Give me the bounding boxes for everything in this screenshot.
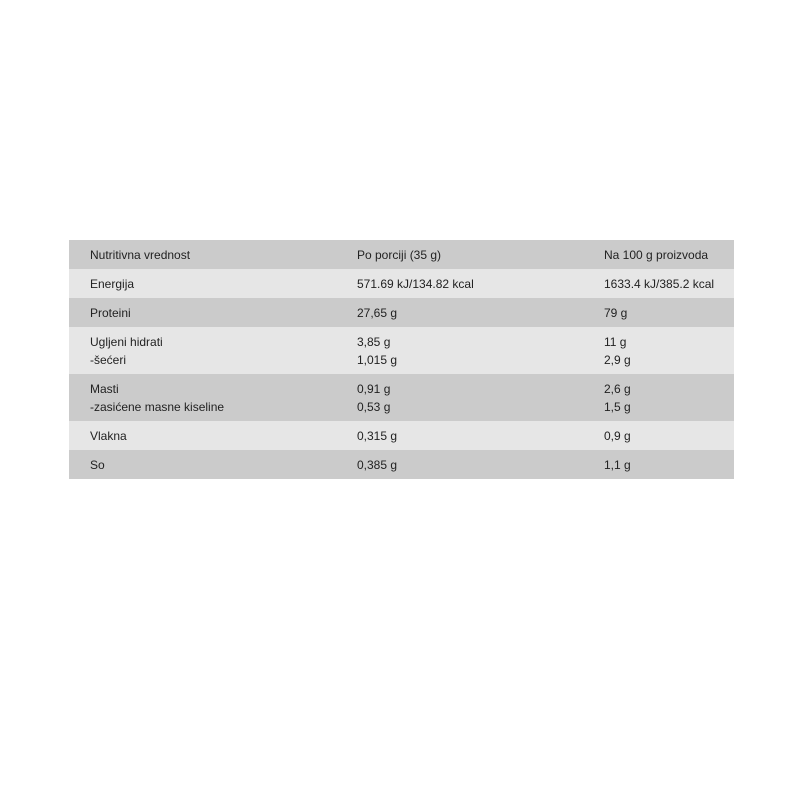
header-nutrient: Nutritivna vrednost [90, 247, 191, 262]
header-per-100g: Na 100 g proizvoda [604, 247, 709, 262]
table-row [69, 421, 734, 450]
nutrient-name-cell [69, 374, 357, 421]
nutrient-name: Ugljeni hidrati [90, 334, 163, 349]
nutrient-name: Energija [90, 276, 135, 291]
nutrient-name: Vlakna [90, 428, 127, 443]
sub-per-100g-value: 2,9 g [604, 352, 631, 367]
nutrient-name: Proteini [90, 305, 131, 320]
table-row [69, 374, 734, 421]
per-100g-value: 2,6 g [604, 381, 631, 396]
sub-nutrient-name: -zasićene masne kiseline [90, 399, 225, 414]
per-100g-value: 1633.4 kJ/385.2 kcal [604, 276, 715, 291]
sub-per-100g-value: 1,5 g [604, 399, 631, 414]
portion-value: 27,65 g [357, 305, 398, 320]
table-row [69, 269, 734, 298]
nutrient-name-cell [69, 327, 357, 374]
portion-value-cell [357, 374, 604, 421]
portion-value: 0,91 g [357, 381, 391, 396]
per-100g-value: 79 g [604, 305, 628, 320]
sub-nutrient-name: -šećeri [90, 352, 127, 367]
portion-value: 3,85 g [357, 334, 391, 349]
sub-portion-value: 1,015 g [357, 352, 398, 367]
nutrient-name: Masti [90, 381, 119, 396]
per-100g-value-cell [604, 327, 734, 374]
per-100g-value: 1,1 g [604, 457, 631, 472]
nutrient-name: So [90, 457, 105, 472]
sub-portion-value: 0,53 g [357, 399, 391, 414]
portion-value: 571.69 kJ/134.82 kcal [357, 276, 474, 291]
per-100g-value: 0,9 g [604, 428, 631, 443]
table-row [69, 450, 734, 479]
per-100g-value-cell [604, 374, 734, 421]
per-100g-value: 11 g [604, 334, 627, 349]
table-row [69, 298, 734, 327]
table-header-row [69, 240, 734, 269]
portion-value-cell [357, 327, 604, 374]
portion-value: 0,315 g [357, 428, 398, 443]
nutrition-table [69, 240, 734, 479]
table-row [69, 327, 734, 374]
portion-value: 0,385 g [357, 457, 398, 472]
header-per-portion: Po porciji (35 g) [357, 247, 442, 262]
